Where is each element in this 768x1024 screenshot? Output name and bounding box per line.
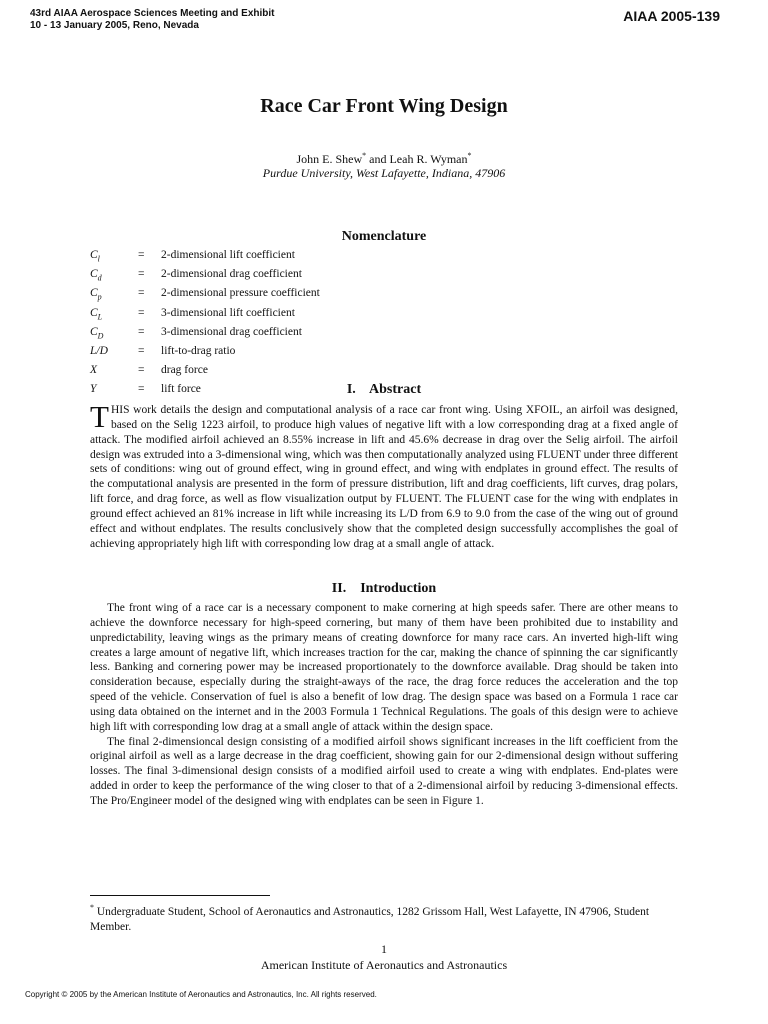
nomenclature-symbol: $C_d$ [90, 268, 102, 283]
nomenclature-row [90, 286, 320, 305]
author-footnote-mark: * [467, 151, 472, 160]
affiliation: Purdue University, West Lafayette, Indiana, 47906 [262, 166, 506, 180]
conference-name: 43rd AIAA Aerospace Sciences Meeting and Exhibit [30, 8, 275, 19]
nomenclature-description: lift force [161, 383, 201, 396]
equals-sign: = [138, 383, 145, 396]
introduction-paragraph-1: The front wing of a race car is a necessary component to make cornering at high speeds safer. There are other means to achieve the downforce necessary for high-speed cornering, but many of them have been prohibited due to instability and unpredictability, leaving wings as the primary means of creating downforce for many race cars. An inverted high-lift wing creates a large amount of negative lift, which increases traction for the car, making the chance of spinning the car significantly less. Banking and cornering power may be increased proportionately to the downforce available. Drag should be taken into consideration because, especially during the straight-aways of the race, the drag force reduces the acceleration and the top speed of the vehicle. Conservation of fuel is also a benefit of low drag. The design space was based on a Formula 1 race car using data obtained on the internet and in the 2003 Formula 1 Technical Regulations. The goals of this design were to achieve high lift with corresponding low drag at a small angle of attack within the design space. [90, 602, 678, 733]
equals-sign: = [138, 268, 145, 281]
abstract-text: HIS work details the design and computational analysis of a race car front wing. Using XFOIL, an airfoil was designed, based on the Selig 1223 airfoil, to produce high values of negative lift with a low corresponding drag at a fixed angle of attack. The modified airfoil achieved an 8.55% increase in lift and 45.6% decrease in drag over the Selig airfoil. The airfoil design was extruded into a 3-dimensional wing, which was then computationally analyzed using FLUENT under three different sets of conditions: wing out of ground effect, wing in ground effect, and wing with endplates in ground effect. The results of the computational analysis are presented in the form of pressure distribution, lift and drag coefficients, lift curves, drag polars, lift force, and drag force, as well as flow visualization output by FLUENT. The FLUENT case for the wing with endplates in ground effect achieved an 81% increase in lift while increasing its L/D from 6.9 to 9.0 from the case of the wing out of ground effect and without endplates. The results conclusively show that the completed design successfully accomplishes the goal of achieving appropriately high lift with corresponding low drag at a small angle of attack. [90, 404, 678, 550]
author-shew: John E. Shew [296, 152, 363, 166]
conference-dates: 10 - 13 January 2005, Reno, Nevada [30, 20, 199, 31]
equals-sign: = [138, 287, 145, 300]
nomenclature-row [90, 248, 320, 267]
nomenclature-symbol: L/D [90, 345, 108, 358]
paper-id: AIAA 2005-139 [623, 8, 720, 24]
nomenclature-description: lift-to-drag ratio [161, 345, 236, 358]
footnote-divider [90, 895, 270, 896]
nomenclature-description: drag force [161, 364, 208, 377]
nomenclature-row [90, 363, 320, 382]
copyright-notice: Copyright © 2005 by the American Institute of Aeronautics and Astronautics, Inc. All rights reserved. [25, 990, 377, 999]
introduction-paragraph-2: The final 2-dimensioncal design consisting of a modified airfoil shows significant increases in the lift coefficient from the original airfoil as well as a large decrease in the drag coefficient, showing gain for our 2-dimensional design without suffering losses. The final 3-dimensional design consists of a modified airfoil used to create a wing with endplates. End-plates were added in order to keep the performance of the wing closer to that of a 2-dimensional airfoil by reducing 3-dimensional effects. The Pro/Engineer model of the designed wing with endplates can be seen in Figure 1. [90, 735, 678, 807]
nomenclature-symbol: $C_L$ [90, 306, 103, 321]
nomenclature-row [90, 325, 320, 344]
introduction-body [90, 601, 678, 809]
equals-sign: = [138, 345, 145, 358]
nomenclature-symbol: X [90, 364, 98, 377]
nomenclature-symbol: $C_l$ [90, 249, 100, 264]
footnote-text: Undergraduate Student, School of Aeronautics and Astronautics, 1282 Grissom Hall, West Lafayette, IN 47906, Student Member. [90, 905, 650, 933]
nomenclature-row [90, 267, 320, 286]
page-number: 1 [381, 942, 387, 956]
nomenclature-description: 2-dimensional lift coefficient [161, 249, 295, 261]
author-line [0, 151, 768, 167]
paper-title: Race Car Front Wing Design [260, 95, 508, 117]
introduction-heading: II. Introduction [331, 581, 437, 596]
footer-organization: American Institute of Aeronautics and Astronautics [260, 958, 508, 972]
author-footnote [90, 900, 678, 935]
author-wyman: and Leah R. Wyman [366, 152, 468, 166]
nomenclature-description: 3-dimensional lift coefficient [161, 306, 295, 319]
nomenclature-symbol: $C_p$ [90, 287, 102, 302]
abstract-body [90, 399, 678, 551]
nomenclature-symbol: Y [90, 383, 97, 396]
equals-sign: = [138, 325, 145, 338]
nomenclature-row [90, 344, 320, 363]
equals-sign: = [138, 249, 145, 261]
nomenclature-description: 2-dimensional pressure coefficient [161, 287, 320, 300]
abstract-heading: I. Abstract [346, 382, 422, 397]
nomenclature-description: 2-dimensional drag coefficient [161, 268, 302, 281]
author-footnote-mark: * [362, 151, 367, 160]
conference-header [30, 8, 275, 32]
equals-sign: = [138, 364, 145, 377]
nomenclature-description: 3-dimensional drag coefficient [161, 325, 302, 338]
nomenclature-list [90, 248, 320, 402]
abstract-dropcap: T [90, 399, 109, 434]
nomenclature-symbol: $C_D$ [90, 325, 104, 341]
footnote-mark: * [90, 903, 94, 912]
equals-sign: = [138, 306, 145, 319]
nomenclature-row [90, 306, 320, 325]
nomenclature-heading: Nomenclature [341, 229, 427, 244]
